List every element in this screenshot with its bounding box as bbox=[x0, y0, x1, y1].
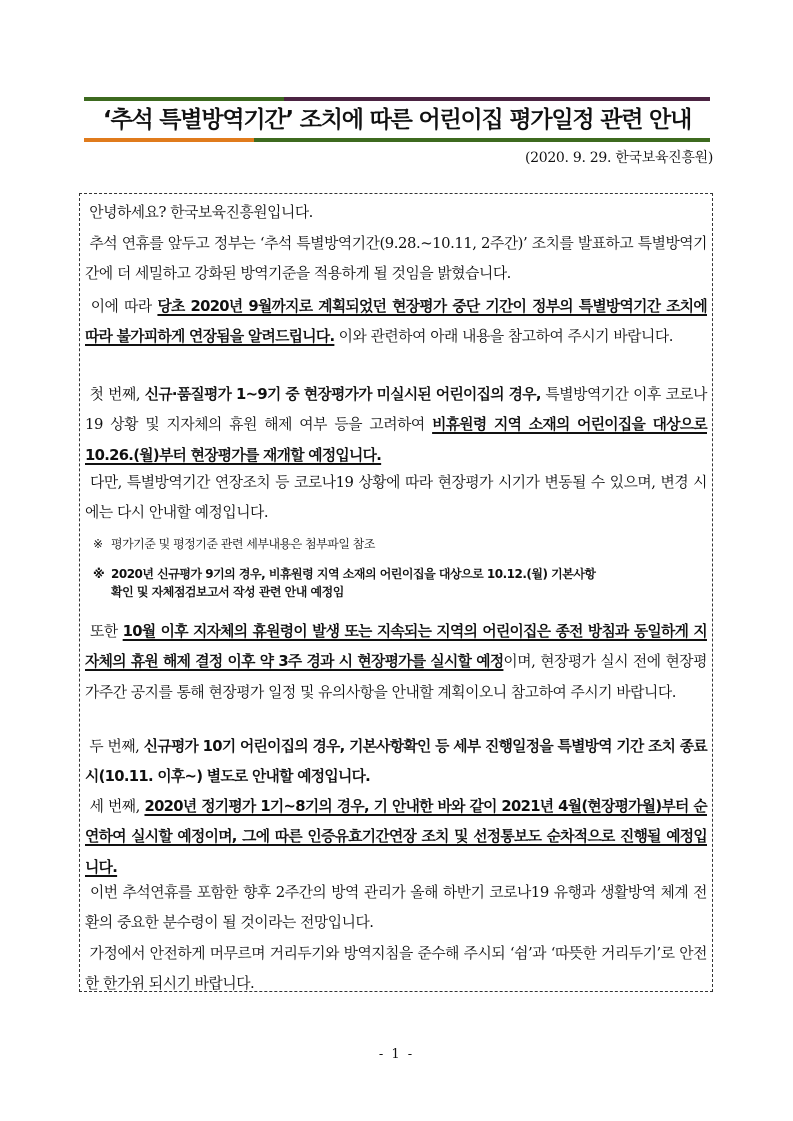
note-2-line-2: 확인 및 자체점검보고서 작성 관련 안내 예정임 bbox=[111, 585, 344, 599]
paragraph-2-emphasis: 당초 2020년 9월까지로 계획되었던 현장평가 중단 기간이 정부의 특별방역기간 조치에 따라 불가피하게 연장됨을 알려드립니다. bbox=[85, 298, 707, 346]
rule-orange bbox=[84, 138, 254, 142]
rule-green bbox=[84, 97, 284, 101]
paragraph-7 bbox=[85, 792, 707, 883]
paragraph-2 bbox=[85, 292, 707, 353]
paragraph-1-text: 추석 연휴를 앞두고 정부는 ‘추석 특별방역기간(9.28.~10.11, 2주간)’ 조치를 발표하고 특별방역기간에 더 세밀하고 강화된 방역기준을 적용하게 될 것임을 밝혔습니다. bbox=[85, 235, 707, 283]
paragraph-6 bbox=[85, 732, 707, 793]
paragraph-2-lead: 이에 따라 bbox=[90, 298, 158, 315]
note-1-mark: ※ bbox=[93, 537, 103, 551]
note-2-mark: ※ bbox=[93, 567, 105, 581]
paragraph-6-lead: 두 번째, bbox=[89, 738, 144, 755]
paragraph-3-middle: 특별방역기간 이후 코로나19 상황 및 지자체의 휴원 해제 여부 등을 고려하여 bbox=[85, 386, 707, 434]
paragraph-8-text: 이번 추석연휴를 포함한 향후 2주간의 방역 관리가 올해 하반기 코로나19 유행과 생활방역 체계 전환의 중요한 분수령이 될 것이라는 전망입니다. bbox=[85, 884, 707, 932]
paragraph-3-bold: 신규·품질평가 1~9기 중 현장평가가 미실시된 어린이집의 경우, bbox=[144, 386, 541, 403]
note-2-line-1: 2020년 신규평가 9기의 경우, 비휴원령 지역 소재의 어린이집을 대상으로 10.12.(월) 기본사항 bbox=[111, 567, 596, 581]
paragraph-9-text: 가정에서 안전하게 머무르며 거리두기와 방역지침을 준수해 주시되 ‘쉼’과 ‘따뜻한 거리두기’로 안전한 한가위 되시기 바랍니다. bbox=[85, 945, 707, 993]
paragraph-3-lead: 첫 번째, bbox=[89, 386, 145, 403]
paragraph-7-emphasis: 2020년 정기평가 1기~8기의 경우, 기 안내한 바와 같이 2021년 4월(현장평가월)부터 순연하여 실시할 예정이며, 그에 따른 인증유효기간연장 조치 및 선정통보도 순차적으로 진행될 예정입니다. bbox=[85, 798, 707, 876]
page-title: ‘추석 특별방역기간’ 조치에 따른 어린이집 평가일정 관련 안내 bbox=[102, 107, 692, 133]
paragraph-5 bbox=[85, 617, 707, 708]
paragraph-5-lead: 또한 bbox=[89, 623, 123, 640]
rule-purple bbox=[284, 97, 710, 101]
paragraph-3-emphasis: 비휴원령 지역 소재의 어린이집을 대상으로 10.26.(월)부터 현장평가를 재개할 예정입니다. bbox=[85, 416, 707, 464]
paragraph-5-emphasis: 10월 이후 지자체의 휴원령이 발생 또는 지속되는 지역의 어린이집은 종전 방침과 동일하게 지자체의 휴원 해제 결정 이후 약 3주 경과 시 현장평가를 실시할 예정 bbox=[85, 623, 707, 671]
greeting bbox=[85, 198, 707, 228]
note-1-text: 평가기준 및 평정기준 관련 세부내용은 첨부파일 참조 bbox=[111, 537, 375, 551]
paragraph-8 bbox=[85, 878, 707, 939]
page-number: - 1 - bbox=[378, 1047, 415, 1062]
date-and-organization: (2020. 9. 29. 한국보육진흥원) bbox=[524, 150, 713, 166]
paragraph-5-tail: 이며, 현장평가 실시 전에 현장평가주간 공지를 통해 현장평가 일정 및 유의사항을 안내할 계획이오니 참고하여 주시기 바랍니다. bbox=[85, 653, 707, 701]
paragraph-4-text: 다만, 특별방역기간 연장조치 등 코로나19 상황에 따라 현장평가 시기가 변동될 수 있으며, 변경 시에는 다시 안내할 예정입니다. bbox=[85, 474, 707, 522]
header-top-rule bbox=[84, 97, 710, 101]
paragraph-1 bbox=[85, 229, 707, 290]
paragraph-4 bbox=[85, 468, 707, 529]
note-2 bbox=[93, 565, 705, 601]
paragraph-2-tail: 이와 관련하여 아래 내용을 참고하여 주시기 바랍니다. bbox=[334, 328, 673, 346]
paragraph-7-lead: 세 번째, bbox=[89, 798, 145, 815]
note-1 bbox=[93, 535, 705, 553]
paragraph-9 bbox=[85, 939, 707, 1000]
greeting-text: 안녕하세요? 한국보육진흥원입니다. bbox=[89, 204, 313, 221]
paragraph-6-bold: 신규평가 10기 어린이집의 경우, 기본사항확인 등 세부 진행일정을 특별방역 기간 조치 종료 시(10.11. 이후~) 별도로 안내할 예정입니다. bbox=[85, 738, 707, 786]
paragraph-3 bbox=[85, 380, 707, 471]
header-bottom-rule bbox=[84, 138, 710, 142]
rule-green-2 bbox=[254, 138, 710, 142]
